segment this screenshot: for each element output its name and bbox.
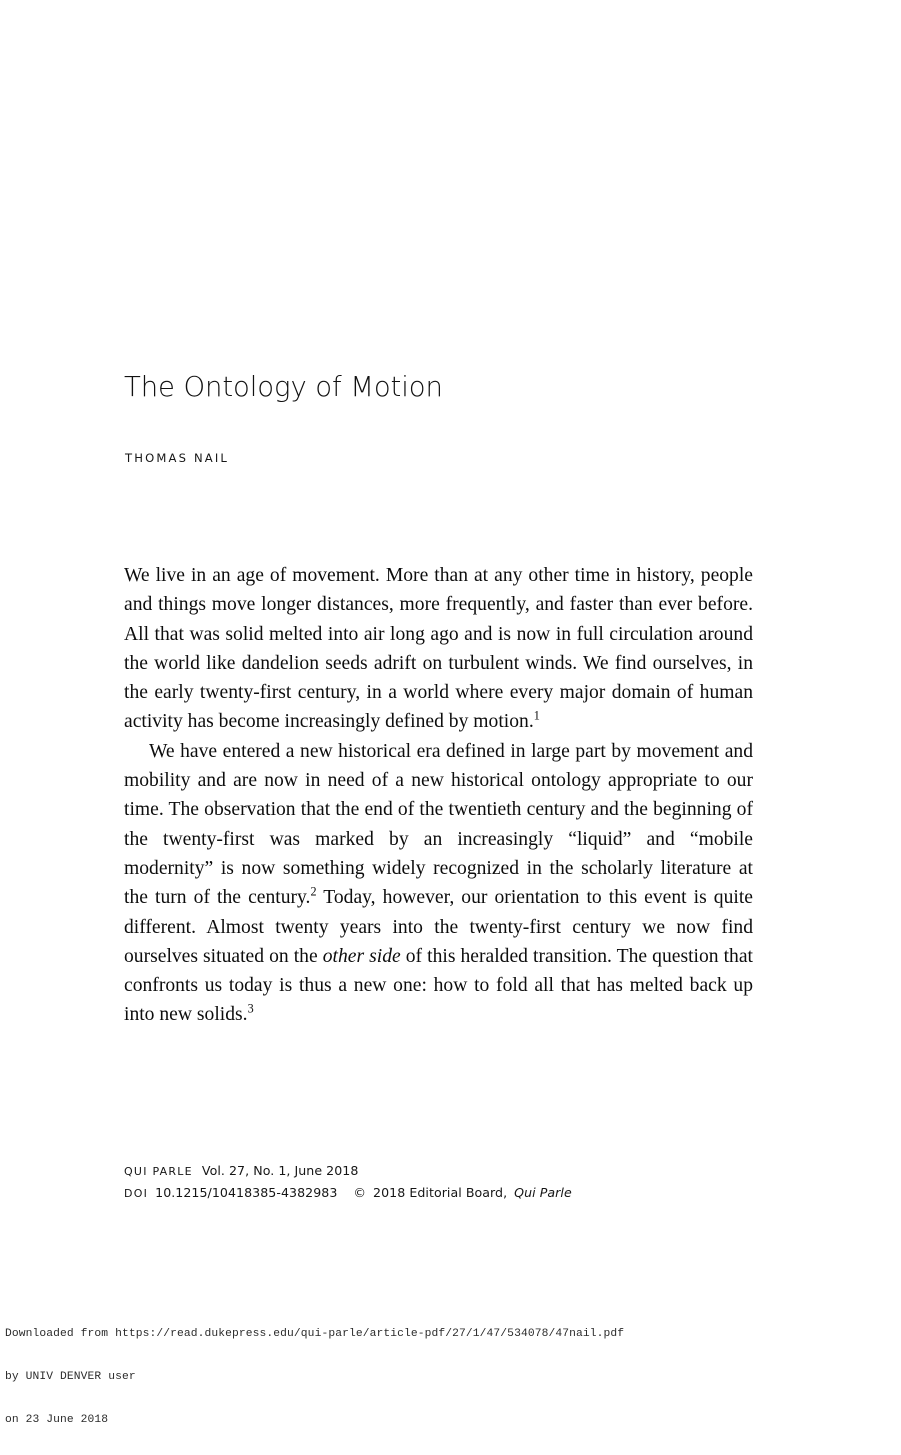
text-run: Today, however, our orientation to this event is quite different. Almost twenty years into the twenty-first century we now find ourselves situated on the [124,887,753,967]
page-title: The Ontology of Motion [124,371,443,403]
doi-value[interactable]: 10.1215/10418385-4382983 [155,1185,338,1200]
watermark-user-line: by UNIV DENVER user [5,1371,136,1384]
body-paragraph [124,737,753,1030]
download-watermark [5,1299,624,1455]
footnote-marker[interactable]: 2 [310,884,317,899]
footnote-marker[interactable]: 3 [247,1001,254,1016]
copyright-text: 2018 Editorial Board, [373,1185,508,1200]
copyright-journal-name: Qui Parle [514,1185,572,1200]
journal-volume-line [124,1160,764,1182]
journal-doi-line [124,1182,764,1204]
doi-label: DOI [124,1187,149,1200]
watermark-date-line: on 23 June 2018 [5,1413,109,1426]
watermark-source-line: Downloaded from https://read.dukepress.edu/qui-parle/article-pdf/27/1/47/534078/47nail.pdf [5,1328,625,1341]
body-paragraph [124,561,753,737]
footnote-marker[interactable]: 1 [533,708,540,723]
article-author-byline: THOMAS NAIL [125,451,230,465]
copyright-symbol: © [353,1185,367,1200]
article-body [124,561,753,1030]
article-header [124,371,764,465]
journal-name: QUI PARLE [124,1165,193,1178]
text-run: We have entered a new historical era defined in large part by movement and mobility and are now in need of a new historical ontology appropriate to our time. The observation that the end of the twentieth century and the beginning of the twenty-first was marked by an increasingly “liquid” and “mobile modernity” is now something widely recognized in the scholarly literature at the turn of the century. [124,740,753,909]
journal-volume-info: Vol. 27, No. 1, June 2018 [201,1163,359,1178]
text-run: of this heralded transition. The question that confronts us today is thus a new one: how to fold all that has melted back up into new solids. [124,945,753,1026]
journal-footer [124,1160,764,1204]
text-run: We live in an age of movement. More than at any other time in history, people and things move longer distances, more frequently, and faster than ever before. All that was solid melted into air long ago and is now in full circulation around the world like dandelion seeds adrift on turbulent winds. We find ourselves, in the early twenty-first century, in a world where every major domain of human activity has become increasingly defined by motion. [124,565,753,733]
emphasis-text: other side [322,945,401,967]
